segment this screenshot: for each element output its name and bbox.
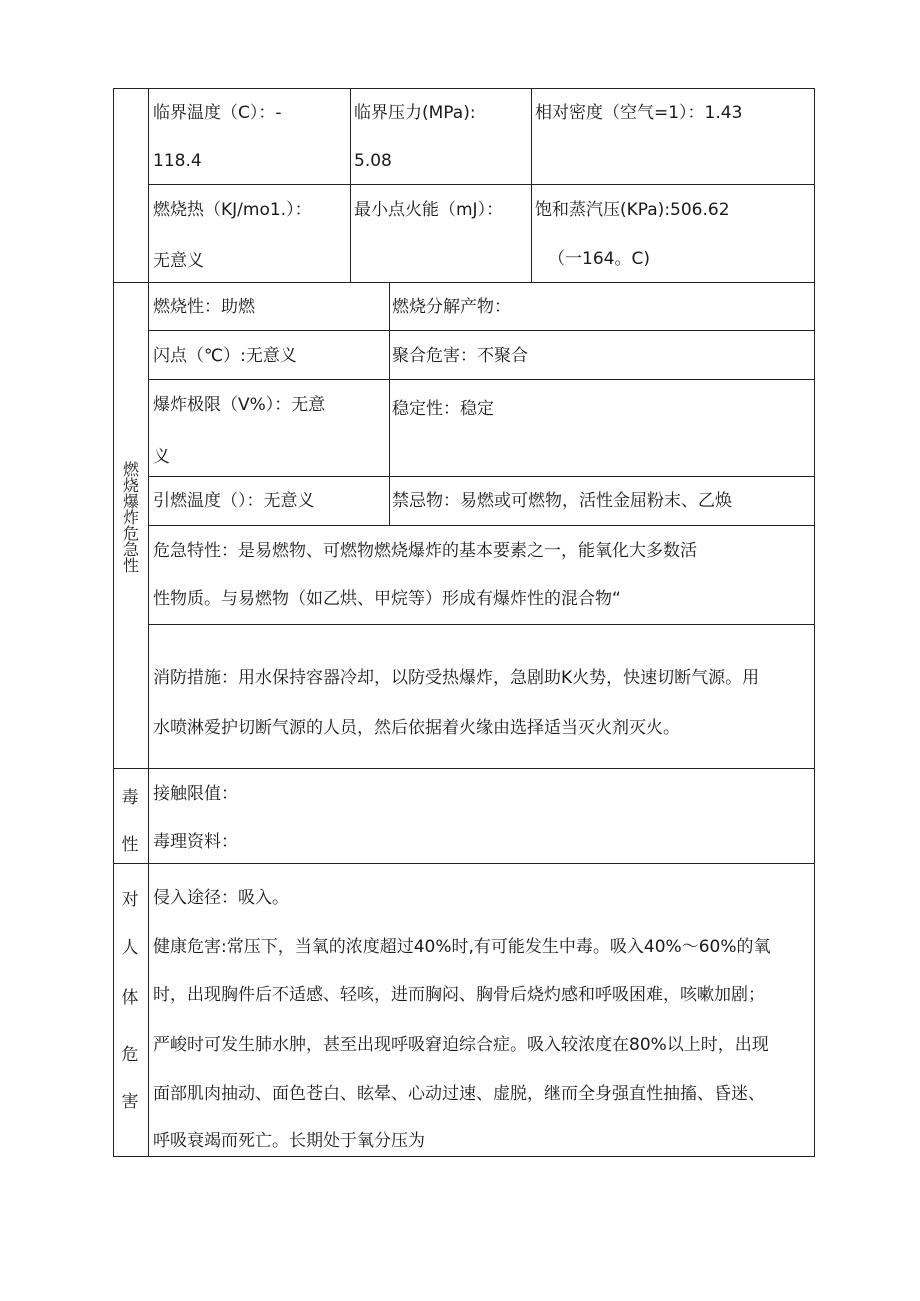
firefighting-line-1: 消防措施：用水保持容器冷却，以防受热爆炸，急剧助K火势，快速切断气源。用 — [153, 668, 760, 688]
row-line-fire-end — [113, 768, 815, 769]
fire-divider — [389, 282, 390, 525]
row-line-fire-4 — [148, 525, 815, 526]
toxicity-label-char-1: 毒 — [121, 788, 139, 808]
vapor-pressure-condition: （一164。C) — [548, 249, 650, 269]
row-line-tox-end — [113, 863, 815, 864]
combustion-heat-label: 燃烧热（KJ/mo1.）： — [153, 200, 312, 220]
combustion-heat-value: 无意义 — [153, 251, 204, 271]
entry-route: 侵入途径：吸入。 — [153, 888, 289, 908]
table-border-right — [814, 88, 815, 1157]
flash-point: 闪点（℃）:无意义 — [153, 346, 297, 366]
health-hazard-line-4: 面部肌肉抽动、面色苍白、眩晕、心动过速、虚脱，继而全身强直性抽搐、昏迷、 — [153, 1084, 765, 1104]
min-ignition-energy: 最小点火能（mJ）： — [354, 200, 504, 220]
explosion-limit-label: 爆炸极限（V%）：无意 — [153, 395, 326, 415]
critical-pressure-value: 5.08 — [354, 151, 392, 171]
exposure-limit: 接触限值： — [153, 784, 238, 804]
health-label-char-2: 人 — [121, 938, 139, 958]
row-line-top — [113, 88, 815, 89]
row-line-props-mid — [148, 184, 815, 185]
toxicology-data: 毒理资料： — [153, 832, 238, 852]
decomposition-products: 燃烧分解产物： — [392, 297, 511, 317]
explosion-limit-value: 义 — [153, 447, 170, 467]
toxicity-label-char-2: 性 — [121, 835, 139, 855]
health-hazard-line-2: 时，出现胸件后不适感、轻咳，进而胸闷、胸骨后烧灼感和呼吸困难，咳嗽加剧； — [153, 985, 765, 1005]
relative-density: 相对密度（空气=1）：1.43 — [535, 103, 743, 123]
health-label-char-1: 对 — [121, 890, 139, 910]
critical-temperature-value: 118.4 — [153, 151, 202, 171]
incompatible-materials: 禁忌物：易燃或可燃物，活性金屈粉末、乙焕 — [392, 491, 732, 511]
label-column-divider — [148, 88, 149, 1157]
health-label-char-4: 危 — [121, 1045, 139, 1065]
props-divider-1 — [350, 88, 351, 282]
ignition-temperature: 引燃温度（）：无意义 — [153, 491, 315, 511]
row-line-fire-5 — [148, 624, 815, 625]
polymerization-hazard: 聚合危害：不聚合 — [392, 346, 528, 366]
flammability: 燃烧性：助燃 — [153, 297, 255, 317]
health-hazard-line-5: 呼吸衰竭而死亡。长期处于氧分压为 — [153, 1131, 425, 1151]
row-line-fire-2 — [148, 379, 815, 380]
row-line-props-end — [113, 282, 815, 283]
row-line-fire-3 — [148, 476, 815, 477]
hazard-characteristics-line-1: 危急特性：是易燃物、可燃物燃烧爆炸的基本要素之一，能氧化大多数活 — [153, 541, 697, 561]
health-hazard-line-3: 严峻时可发生肺水肿，甚至出现呼吸窘迫综合症。吸入较浓度在80%以上时，出现 — [153, 1035, 769, 1055]
firefighting-line-2: 水喷淋爱护切断气源的人员，然后依据着火缘由选择适当灭火剂灭火。 — [153, 718, 680, 738]
row-line-bottom — [113, 1156, 815, 1157]
hazard-characteristics-line-2: 性物质。与易燃物（如乙烘、甲烷等）形成有爆炸性的混合物“ — [153, 589, 621, 609]
props-divider-2 — [531, 88, 532, 282]
health-hazard-line-1: 健康危害:常压下，当氧的浓度超过40%时,有可能发生中毒。吸入40%〜60%的氧 — [153, 937, 771, 957]
critical-temperature-label: 临界温度（C）：- — [153, 103, 282, 123]
health-label-char-3: 体 — [121, 988, 139, 1008]
health-label-char-5: 害 — [121, 1092, 139, 1112]
stability: 稳定性：稳定 — [392, 399, 494, 419]
row-line-fire-1 — [148, 330, 815, 331]
table-border-left — [113, 88, 114, 1157]
critical-pressure-label: 临界压力(MPa): — [354, 103, 476, 123]
fire-hazard-section-label: 燃烧爆炸危急性 — [122, 460, 139, 575]
vapor-pressure: 饱和蒸汽压(KPa):506.62 — [535, 200, 730, 220]
